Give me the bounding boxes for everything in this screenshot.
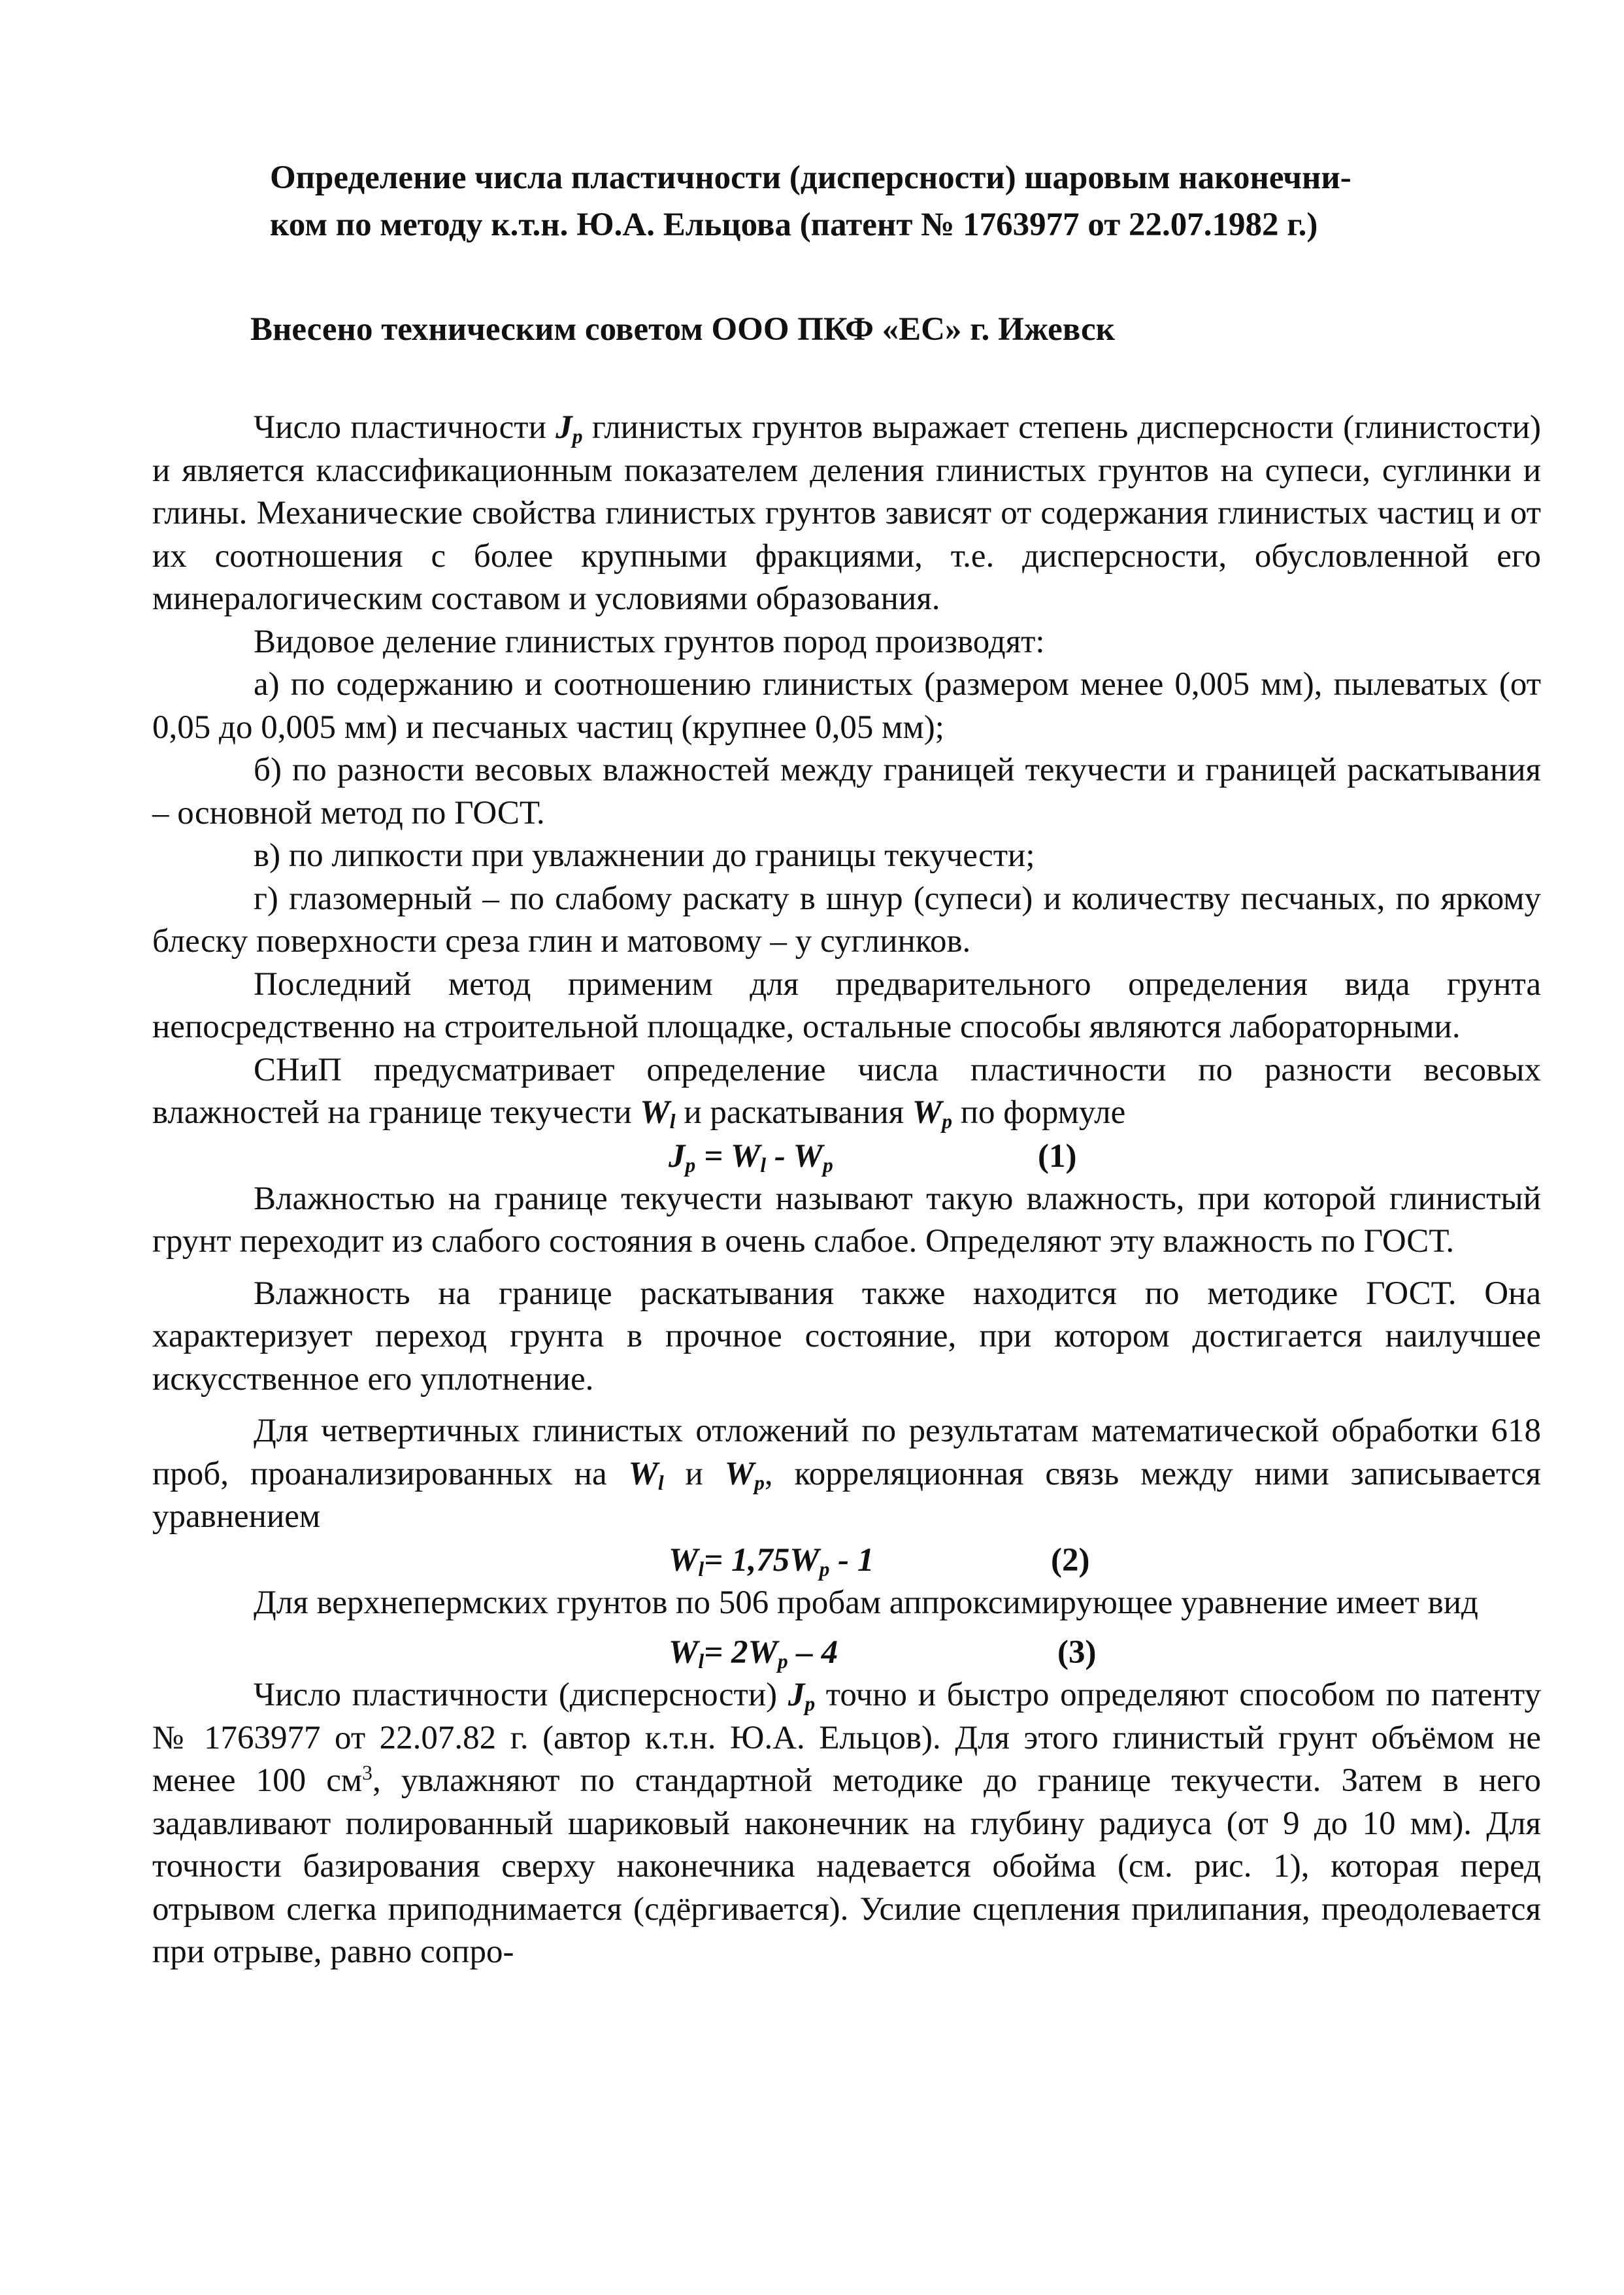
formula-1-number: (1) [1038, 1137, 1077, 1175]
symbol-jp: $J_p$ [787, 1677, 816, 1715]
document-subtitle: Внесено техническим советом ООО ПКФ «ЕС» г. Ижевск [250, 311, 1115, 348]
paragraph-7: Для четвертичных глинистых отложений по результатам математической обработки 618 проб, проанализированных на $W_l$ и $W_p$, корреляционная связь между ними записывается уравнением [152, 1413, 1541, 1535]
list-item-b: б) по разности весовых влажностей между границей текучести и границей раскатывания – основной метод по ГОСТ. [152, 752, 1541, 831]
symbol-wl: $W_l$ [640, 1094, 676, 1133]
list-item-a: а) по содержанию и соотношению глинистых (размером менее 0,005 мм), пылеватых (от 0,05 до 0,005 мм) и песчаных частиц (крупнее 0,05 мм); [152, 666, 1541, 746]
document-body [152, 154, 1541, 1974]
symbol-wp: $W_p$ [724, 1455, 765, 1494]
document-title [152, 154, 1541, 248]
formula-3-expression: $W_l= 2W_p - 4$ [669, 1634, 838, 1673]
paragraph-8: Для верхнепермских грунтов по 506 пробам аппроксимирующее уравнение имеет вид [254, 1584, 1478, 1621]
paragraph-5: Влажностью на границе текучести называют такую влажность, при которой глинистый грунт переходит из слабого состояния в очень слабое. Определяют эту влажность по ГОСТ. [152, 1180, 1541, 1260]
paragraph-9: Число пластичности (дисперсности) $J_p$ точно и быстро определяют способом по патенту № 1763977 от 22.07.82 г. (автор к.т.н. Ю.А. Ельцов). Для этого глинистый грунт объёмом не менее 100 $см^3$, увлажняют по стандартной методике до границе текучести. Затем в него задавливают полированный шариковый наконечник на глубину радиуса (от 9 до 10 мм). Для точности базирования сверху наконечника надевается обойма (см. рис. 1), которая перед отрывом слегка приподнимается (сдёргивается). Усилие сцепления прилипания, преодолевается при отрыве, равно сопро- [152, 1677, 1542, 1970]
title-line-2: ком по методу к.т.н. Ю.А. Ельцова (патент № 1763977 от 22.07.1982 г.) [270, 207, 1318, 243]
superscript-3: 3 [362, 1761, 373, 1784]
paragraph-6: Влажность на границе раскатывания также находится по методике ГОСТ. Она характеризует переход грунта в прочное состояние, при котором достигается наилучшее искусственное его уплотнение. [152, 1275, 1541, 1398]
paragraph-3: Последний метод применим для предварительного определения вида грунта непосредственно на строительной площадке, остальные способы являются лабораторными. [152, 965, 1541, 1045]
formula-3-number: (3) [1057, 1634, 1097, 1671]
symbol-wp: $W_p$ [912, 1094, 953, 1133]
formula-2-number: (2) [1051, 1541, 1090, 1579]
formula-1 [152, 1135, 1541, 1178]
paragraph-1: Число пластичности $J_p$ глинистых грунтов выражает степень дисперсности (глинистости) и является классификационным показателем деления глинистых грунтов на супеси, суглинки и глины. Механические свойства глинистых грунтов зависят от содержания глинистых частиц и от их соотношения с более крупными фракциями, т.е. дисперсности, обусловленной его минералогическим составом и условиями образования. [152, 409, 1541, 617]
paragraph-4: СНиП предусматривает определение числа пластичности по разности весовых влажностей на границе текучести $W_l$ и раскатывания $W_p$ по формуле [152, 1051, 1541, 1133]
title-line-1: Определение числа пластичности (дисперсности) шаровым наконечни- [270, 159, 1351, 196]
paragraph-2: Видовое деление глинистых грунтов пород производят: [254, 623, 1045, 660]
formula-1-expression: $J_p = W_l - W_p$ [669, 1137, 833, 1177]
formula-3 [152, 1631, 1541, 1674]
symbol-wl: $W_l$ [628, 1455, 664, 1494]
list-item-d: г) глазомерный – по слабому раскату в шнур (супеси) и количеству песчаных, по яркому блеску поверхности среза глин и матовому – у суглинков. [152, 880, 1541, 960]
formula-2 [152, 1539, 1541, 1582]
list-item-c: в) по липкости при увлажнении до границы текучести; [254, 837, 1035, 874]
symbol-jp: $J_p$ [555, 409, 583, 448]
formula-2-expression: $W_l= 1,75W_p - 1$ [669, 1541, 874, 1581]
